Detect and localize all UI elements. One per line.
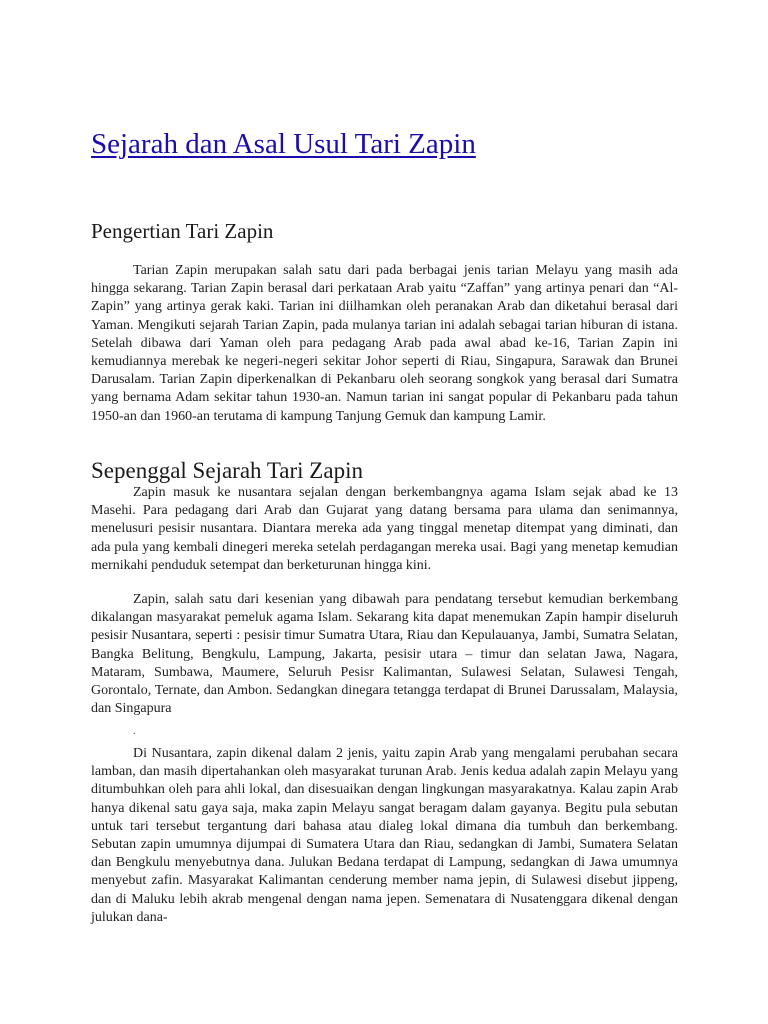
paragraph-pengertian: Tarian Zapin merupakan salah satu dari pada berbagai jenis tarian Melayu yang masih ada hingga sekarang. Tarian Zapin berasal dari perkataan Arab yaitu “Zaffan” yang artinya penari dan “Al-Zapin” yang artinya gerak kaki. Tarian ini diilhamkan oleh peranakan Arab dan diketahui berasal dari Yaman. Mengikuti sejarah Tarian Zapin, pada mulanya tarian ini adalah sebagai tarian hiburan di istana. Setelah dibawa dari Yaman oleh para pedagang Arab pada awal abad ke-16, Tarian Zapin ini kemudiannya merebak ke negeri-negeri sekitar Johor seperti di Riau, Singapura, Sarawak dan Brunei Darusalam. Tarian Zapin diperkenalkan di Pekanbaru oleh seorang songkok yang berasal dari Sumatra yang bernama Adam sekitar tahun 1930-an. Namun tarian ini sangat popular di Pekanbaru pada tahun 1950-an dan 1960-an terutama di kampung Tanjung Gemuk dan kampung Lamir. bbox=[91, 263, 678, 424]
paragraph-sejarah-3: Di Nusantara, zapin dikenal dalam 2 jenis, yaitu zapin Arab yang mengalami perubahan secara lamban, dan masih dipertahankan oleh masyarakat turunan Arab. Jenis kedua adalah zapin Melayu yang ditumbuhkan oleh para ahli lokal, dan disesuaikan dengan lingkungan masyarakatnya. Kalau zapin Arab hanya dikenal satu gaya saja, maka zapin Melayu sangat beragam dalam gayanya. Begitu pula sebutan untuk tari tersebut tergantung dari bahasa atau dialeg lokal dimana dia tumbuh dan berkembang. Sebutan zapin umumnya dijumpai di Sumatera Utara dan Riau, sedangkan di Jambi, Sumatera Selatan dan Bengkulu menyebutnya dana. Julukan Bedana terdapat di Lampung, sedangkan di Jawa umumnya menyebut zafin. Masyarakat Kalimantan cenderung member nama jepin, di Sulawesi disebut jippeng, dan di Maluku lebih akrab mengenal dengan nama jepen. Semenatara di Nusatenggara dikenal dengan julukan dana- bbox=[91, 746, 678, 925]
paragraph-sejarah-2: Zapin, salah satu dari kesenian yang dibawah para pendatang tersebut kemudian berkembang dikalangan masyarakat pemeluk agama Islam. Sekarang kita dapat menemukan Zapin hampir diseluruh pesisir Nusantara, seperti : pesisir timur Sumatra Utara, Riau dan Kepulauanya, Jambi, Sumatra Selatan, Bangka Belitung, Bengkulu, Lampung, Jakarta, pesisir utara – timur dan selatan Jawa, Nagara, Mataram, Sumbawa, Maumere, Seluruh Pesisr Kalimantan, Sulawesi Selatan, Sulawesi Tengah, Gorontalo, Ternate, dan Ambon. Sedangkan dinegara tetangga terdapat di Brunei Darussalam, Malaysia, dan Singapura bbox=[91, 592, 678, 717]
section-heading-sejarah: Sepenggal Sejarah Tari Zapin bbox=[91, 458, 363, 483]
document-title[interactable]: Sejarah dan Asal Usul Tari Zapin bbox=[91, 128, 476, 160]
section-heading-pengertian: Pengertian Tari Zapin bbox=[91, 219, 274, 243]
paragraph-sejarah-1: Zapin masuk ke nusantara sejalan dengan berkembangnya agama Islam sejak abad ke 13 Masehi. Para pedagang dari Arab dan Gujarat yang datang bersama para ulama dan senimannya, menelusuri pesisir nusantara. Diantara mereka ada yang tinggal menetap ditempat yang diminati, dan ada pula yang kembali dinegeri mereka setelah perdagangan mereka usai. Bagi yang menetap kemudian mernikahi penduduk setempat dan berketurunan hingga kini. bbox=[91, 485, 678, 573]
stray-period: . bbox=[133, 726, 136, 737]
